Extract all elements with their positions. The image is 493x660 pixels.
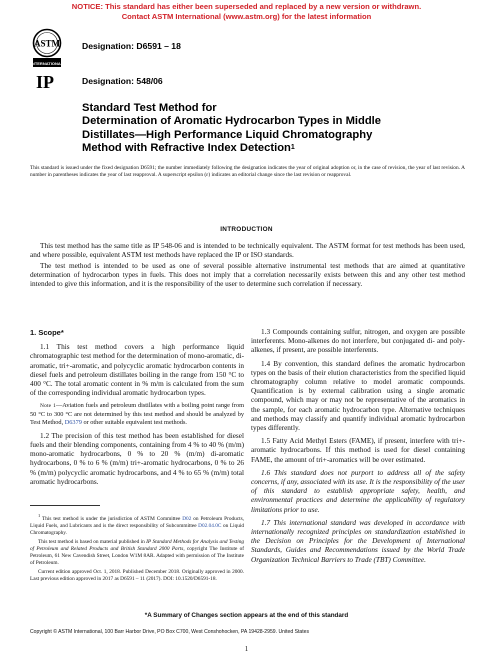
notice-banner [0, 2, 493, 21]
footnote-1-text-end: on Liquid Chromatography. [30, 522, 244, 536]
section-1-5: 1.5 Fatty Acid Methyl Esters (FAME), if present, interfere with tri+-aromatic hydrocarbons. If this method is used for diesel containing FAME, the amount of tri+-aromatics will be over estimated. [251, 437, 465, 464]
d02-link[interactable]: D02 [182, 515, 192, 522]
footnote-1-text-start: This test method is under the jurisdiction of ASTM Committee [42, 515, 183, 522]
title-line-4 [82, 142, 442, 155]
section-1-6: 1.6 This standard does not purport to address all of the safety concerns, if any, associated with its use. It is the responsibility of the user of this standard to establish appropriate safety, health, and environmental practices and determine the applicability of regulatory limitations prior to use. [251, 468, 465, 514]
notice-line-1: NOTICE: This standard has either been superseded and replaced by a new version or withdrawn. [71, 2, 422, 11]
section-1-4: 1.4 By convention, this standard defines the aromatic hydrocarbon types on the basis of their elution characteristics from the specified liquid chromatography column relative to model aromatic compounds. Quantification is by external calibration using a single aromatic compound, which may or may not be representative of the aromatics in the sample, for each aromatic hydrocarbon type. Alternative techniques and methods may classify and quantify individual aromatic hydrocarbon types differently. [251, 359, 465, 433]
svg-text:ASTM: ASTM [33, 38, 61, 49]
footnote-2-text-end: , copyright The Institute of Petroleum, 61 New Cavendish Street, London W1M 8AR. Adapted with permission of The Institute of Petroleum. [30, 545, 245, 566]
document-title [82, 102, 442, 155]
section-1-2: 1.2 The precision of this test method has been established for diesel fuels and their blending components, containing from 4 % to 40 % (m/m) mono-aromatic hydrocarbons, 0 % to 20 % (m/m) di-aromatic hydrocarbons, 0 % to 6 % (m/m) tri+-aromatic hydrocarbons, 0 % to 26 % (m/m) polycyclic aromatic hydrocarbons, and 4 % to 65 % (m/m) total aromatic hydrocarbons. [30, 431, 244, 486]
section-1-3: 1.3 Compounds containing sulfur, nitrogen, and oxygen are possible interferents. Mono-alkenes do not interfere, but conjugated di- and poly-alkenes, if present, are possible interferents. [251, 328, 465, 355]
footnotes [30, 505, 244, 585]
title-line-4-text: Method with Refractive Index Detection [82, 141, 291, 154]
footnote-2-text-start: This test method is based on material published in [38, 538, 147, 545]
d6379-link[interactable]: D6379 [64, 419, 82, 427]
d02-04-0c-link[interactable]: D02.04.0C [198, 522, 222, 529]
svg-text:IP: IP [36, 72, 54, 92]
title-line-2: Determination of Aromatic Hydrocarbon Types in Middle [82, 115, 381, 128]
introduction-body [30, 241, 465, 288]
footnote-1-mark: 1 [38, 513, 41, 518]
section-1-1: 1.1 This test method covers a high performance liquid chromatographic test method for the determination of mono-aromatic, di-aromatic, tri+-aromatic, and polycyclic aromatic hydrocarbon contents in diesel fuels and petroleum distillates boiling in the range from 150 °C to 400 °C. The total aromatic content in % m/m is calculated from the sum of the corresponding individual aromatic hydrocarbon types. [30, 343, 244, 398]
footnote-1 [30, 512, 244, 537]
title-line-3: Distillates—High Performance Liquid Chromatography [82, 128, 373, 141]
footnote-2 [30, 539, 244, 567]
footnote-3: Current edition approved Oct. 1, 2018. Published December 2018. Originally approved in 2000. Last previous edition approved in 2017 as D6591 – 11 (2017). DOI: 10.1520/D6591-18. [30, 568, 244, 582]
svg-text:INTERNATIONAL: INTERNATIONAL [30, 61, 64, 66]
right-column [251, 328, 465, 569]
scope-heading: 1. Scope* [30, 328, 64, 337]
ip-designation: Designation: 548/06 [82, 76, 163, 86]
note-1-text-end: or other suitable equivalent test methods. [81, 419, 187, 427]
standard-issuance-note: This standard is issued under the fixed designation D6591; the number immediately following the designation indicates the year of original adoption or, in the case of revision, the year of last revision. A number in parentheses indicates the year of last reapproval. A superscript epsilon (ε) indicates an editorial change since the last revision or reapproval. [30, 165, 465, 179]
astm-logo [30, 28, 64, 70]
footnote-1-text-mid: on Petroleum Products, Liquid Fuels, and Lubricants and is the direct responsibility of Subcommittee [30, 515, 244, 529]
note-1-label: Note 1 [40, 403, 56, 410]
notice-line-2: Contact ASTM International (www.astm.org) for the latest information [121, 11, 372, 21]
introduction-heading: INTRODUCTION [220, 226, 273, 233]
footnote-divider [30, 505, 100, 506]
left-column [30, 328, 244, 491]
note-1-text-start: —Aviation fuels and petroleum distillates with a boiling point range from 50 °C to 300 °C are not determined by this test method and should be analyzed by Test Method, [30, 402, 244, 427]
section-1-7: 1.7 This international standard was developed in accordance with internationally recognized principles on standardization established in the Decision on Principles for the Development of International Standards, Guides and Recommendations issued by the World Trade Organization Technical Barriers to Trade (TBT) Committee. [251, 518, 465, 564]
introduction-paragraph-1: This test method has the same title as IP 548-06 and is intended to be technically equivalent. The ASTM format for test methods has been used, and where possible, equivalent ASTM test methods have replaced the IP or ISO standards. [30, 241, 465, 260]
ip-logo [33, 70, 59, 92]
copyright-line: Copyright © ASTM International, 100 Barr Harbor Drive, PO Box C700, West Conshohocken, PA 19428-2959. United States [30, 629, 310, 635]
page-number: 1 [244, 645, 249, 653]
footnote-2-italic-title: IP Standard Methods for Analysis and Testing of Petroleum and Related Products and British Standard 2000 Parts [30, 538, 244, 552]
astm-designation: Designation: D6591 – 18 [82, 41, 181, 51]
title-footnote-mark: 1 [290, 143, 295, 151]
title-line-1: Standard Test Method for [82, 102, 217, 114]
introduction-paragraph-2: The test method is intended to be used as one of several possible alternative instrumental test methods that are aimed at quantitative determination of hydrocarbon types in fuels. This does not imply that a correlation necessarily exists between this and any other test method intended to give this information, and it is the responsibility of the user to determine such correlation if necessary. [30, 260, 465, 289]
summary-of-changes-note: *A Summary of Changes section appears at the end of this standard [144, 612, 349, 619]
note-1 [30, 402, 244, 426]
